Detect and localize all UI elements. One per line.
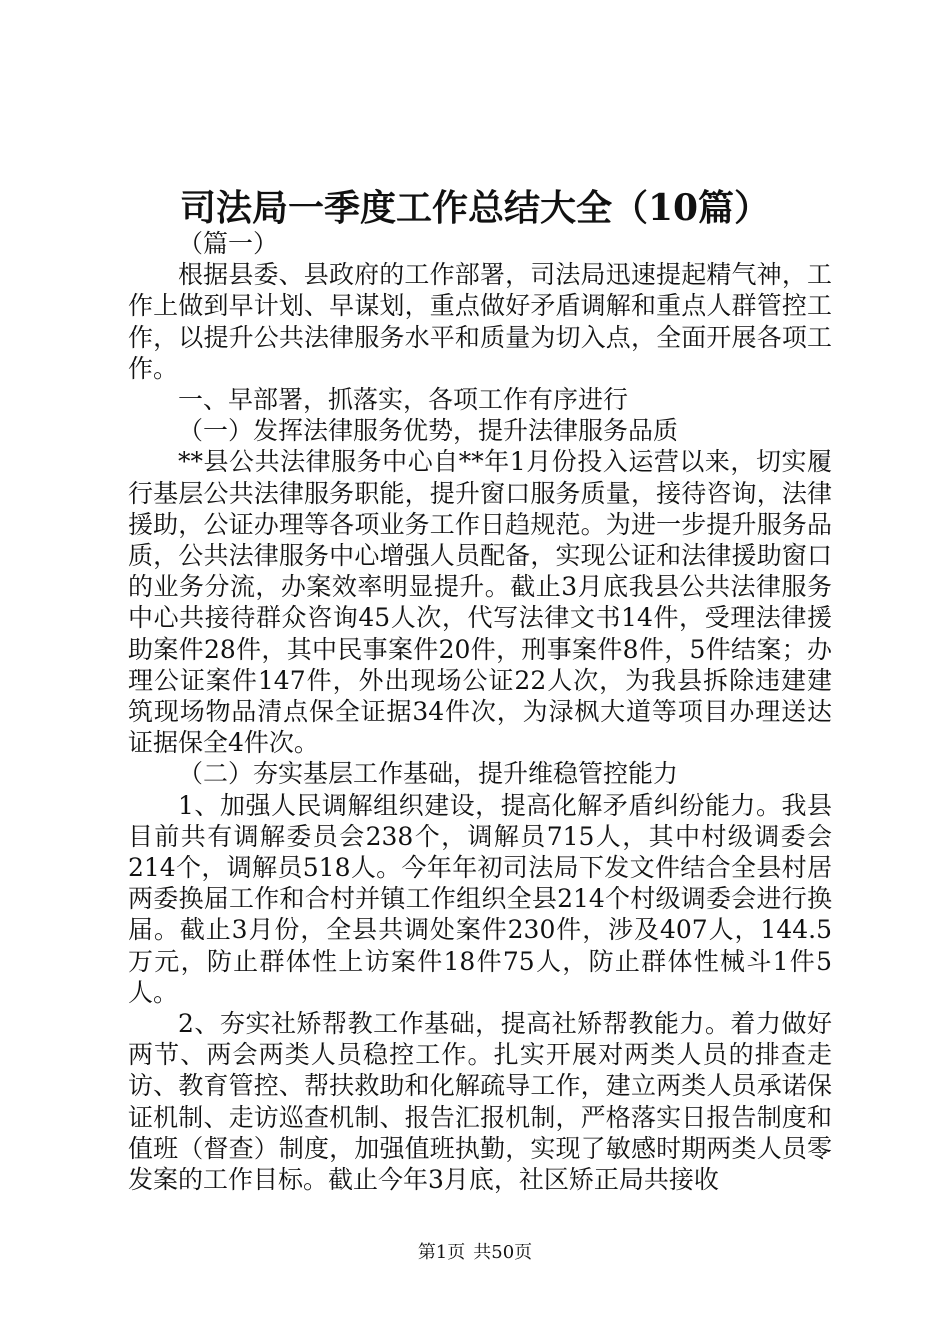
heading-level-2: （二）夯实基层工作基础，提升维稳管控能力 <box>178 759 679 789</box>
heading-level-1: 一、早部署，抓落实，各项工作有序进行 <box>178 385 629 415</box>
body-paragraph: 1、加强人民调解组织建设，提高化解矛盾纠纷能力。我县目前共有调解委员会238个，调解员715人，其中村级调委会214个，调解员518人。今年年初司法局下发文件结合全县村居两委换届工作和合村并镇工作组织全县214个村级调委会进行换届。截止3月份，全县共调处案件230件，涉及407人，144.5万元，防止群体性上访案件18件75人，防止群体性械斗1件5人。 <box>128 790 832 1007</box>
document-body <box>128 228 832 1195</box>
page-number: 第1页 <box>417 1242 466 1263</box>
body-paragraph: **县公共法律服务中心自**年1月份投入运营以来，切实履行基层公共法律服务职能，提升窗口服务质量，接待咨询，法律援助，公证办理等各项业务工作日趋规范。为进一步提升服务品质，公共法律服务中心增强人员配备，实现公证和法律援助窗口的业务分流，办案效率明显提升。截止3月底我县公共法律服务中心共接待群众咨询45人次，代写法律文书14件，受理法律援助案件28件，其中民事案件20件，刑事案件8件，5件结案；办理公证案件147件，外出现场公证22人次，为我县拆除违建建筑现场物品清点保全证据34件次，为渌枫大道等项目办理送达证据保全4件次。 <box>128 447 832 758</box>
section-label: （篇一） <box>178 229 279 258</box>
intro-paragraph: 根据县委、县政府的工作部署，司法局迅速提起精气神，工作上做到早计划、早谋划，重点做好矛盾调解和重点人群管控工作，以提升公共法律服务水平和质量为切入点，全面开展各项工作。 <box>128 260 832 383</box>
page-footer <box>0 1242 950 1264</box>
body-paragraph: 2、夯实社矫帮教工作基础，提高社矫帮教能力。着力做好两节、两会两类人员稳控工作。扎实开展对两类人员的排查走访、教育管控、帮扶救助和化解疏导工作，建立两类人员承诺保证机制、走访巡查机制、报告汇报机制，严格落实日报告制度和值班（督查）制度，加强值班执勤，实现了敏感时期两类人员零发案的工作目标。截止今年3月底，社区矫正局共接收 <box>128 1009 832 1195</box>
heading-level-2: （一）发挥法律服务优势，提升法律服务品质 <box>178 416 679 446</box>
page-total: 共50页 <box>473 1242 533 1263</box>
document-title: 司法局一季度工作总结大全（10篇） <box>179 187 771 229</box>
